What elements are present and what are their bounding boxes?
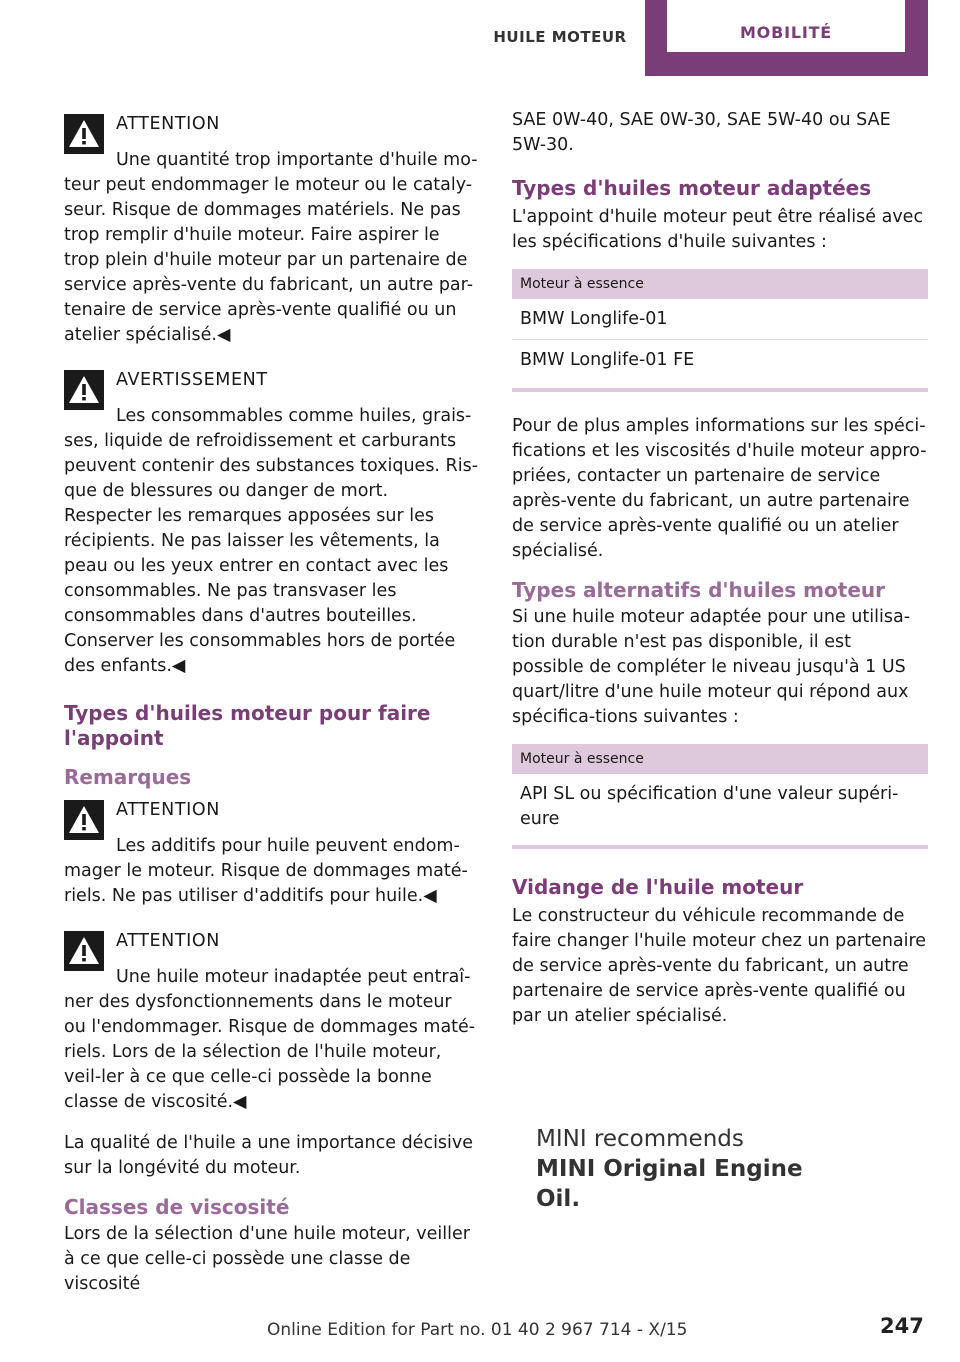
warning-title: ATTENTION bbox=[116, 931, 220, 951]
section-tab bbox=[475, 0, 645, 70]
warning-title: AVERTISSEMENT bbox=[116, 370, 268, 390]
page-number: 247 bbox=[880, 1314, 924, 1338]
warning-text: Une quantité trop importante d'huile mo- bbox=[116, 150, 478, 170]
heading-topup: Types d'huiles moteur pour faire l'appoint bbox=[64, 701, 431, 750]
warning-triangle-icon bbox=[64, 114, 104, 154]
warning-title: ATTENTION bbox=[116, 114, 220, 134]
body-paragraph: Le constructeur du véhicule recommande de faire changer l'huile moteur chez un partenaire de service après-vente du fabricant, un autre partenaire de service après-vente qualifié ou par un atelier spécialisé. bbox=[512, 906, 927, 1026]
heading-oil-change: Vidange de l'huile moteur bbox=[512, 875, 804, 899]
body-paragraph: Si une huile moteur adaptée pour une utilisa-tion durable n'est pas disponible, il est possible de compléter le niveau jusqu'à 1 US quart/litre d'une huile moteur qui répond aux spécifica-tions suivantes : bbox=[512, 607, 911, 727]
left-column bbox=[64, 108, 478, 1311]
mini-oil-text: MINI Original Engine Oil. bbox=[536, 1156, 803, 1212]
body-paragraph: La qualité de l'huile a une importance décisive sur la longévité du moteur. bbox=[64, 1133, 474, 1178]
body-paragraph: Pour de plus amples informations sur les spéci-fications et les viscosités d'huile moteur appro-priées, contacter un partenaire de service après-vente du fabricant, un autre partenaire de service après-vente qualifié ou un atelier spécialisé. bbox=[512, 416, 927, 561]
warning-text: Les consommables comme huiles, grais- bbox=[116, 406, 472, 426]
warning-text: mager le moteur. Risque de dommages maté-riels. Ne pas utiliser d'additifs pour huile.◀ bbox=[64, 861, 468, 906]
warning-title: ATTENTION bbox=[116, 800, 220, 820]
warning-text: teur peut endommager le moteur ou le cataly-seur. Risque de dommages matériels. Ne pas trop remplir d'huile moteur. Faire aspirer le trop plein d'huile moteur par un partenaire de service après-vente du fabricant, un autre par-tenaire de service après-vente qualifié ou un atelier spécialisé.◀ bbox=[64, 175, 474, 345]
heading-notes: Remarques bbox=[64, 765, 192, 789]
heading-alternative: Types alternatifs d'huiles moteur bbox=[512, 578, 885, 602]
warning-block bbox=[64, 108, 478, 348]
table-cell: API SL ou spécification d'une valeur supéri-eure bbox=[520, 784, 899, 829]
spec-table bbox=[512, 744, 928, 839]
warning-triangle-icon bbox=[64, 931, 104, 971]
mini-recommends-text: MINI recommends bbox=[536, 1126, 744, 1152]
table-divider bbox=[512, 845, 928, 849]
body-paragraph: Lors de la sélection d'une huile moteur, veiller à ce que celle-ci possède une classe de viscosité bbox=[64, 1224, 470, 1294]
section-title: HUILE MOTEUR bbox=[493, 28, 627, 46]
warning-text: ses, liquide de refroidissement et carburants peuvent contenir des substances toxiques. Ris-que de blessures ou danger de mort. Respecter les remarques apposées sur les récipients. Ne pas laisser les vêtements, la peau ou les yeux entrer en contact avec les consommables. Ne pas transvaser les consommables dans d'autres bouteilles. Conserver les consommables hors de portée des enfants.◀ bbox=[64, 431, 479, 676]
chapter-tab bbox=[645, 0, 928, 76]
chapter-title: MOBILITÉ bbox=[739, 23, 833, 42]
page-footer bbox=[0, 1314, 960, 1350]
mini-recommendation bbox=[536, 1124, 836, 1214]
table-row bbox=[512, 340, 928, 381]
warning-text: Une huile moteur inadaptée peut entraî- bbox=[116, 967, 471, 987]
warning-text: Les additifs pour huile peuvent endom- bbox=[116, 836, 460, 856]
warning-text: ner des dysfonctionnements dans le moteur ou l'endommager. Risque de dommages maté-riels. Lors de la sélection de l'huile moteur, veil-ler à ce que celle-ci possède la bonne classe de viscosité.◀ bbox=[64, 992, 476, 1112]
table-header: Moteur à essence bbox=[512, 269, 928, 299]
warning-triangle-icon bbox=[64, 800, 104, 840]
table-cell: BMW Longlife-01 bbox=[512, 299, 928, 340]
body-paragraph: L'appoint d'huile moteur peut être réalisé avec les spécifications d'huile suivantes : bbox=[512, 207, 924, 252]
edition-text: Online Edition for Part no. 01 40 2 967 714 - X/15 bbox=[267, 1320, 688, 1340]
spec-table bbox=[512, 269, 928, 380]
heading-suitable: Types d'huiles moteur adaptées bbox=[512, 176, 872, 200]
warning-block bbox=[64, 925, 478, 1115]
heading-viscosity: Classes de viscosité bbox=[64, 1195, 290, 1219]
warning-block bbox=[64, 794, 478, 909]
warning-triangle-icon bbox=[64, 370, 104, 410]
table-cell: BMW Longlife-01 FE bbox=[520, 350, 695, 370]
right-column bbox=[512, 108, 928, 1029]
table-header: Moteur à essence bbox=[512, 744, 928, 774]
table-row bbox=[512, 299, 928, 340]
table-divider bbox=[512, 388, 928, 392]
table-row bbox=[512, 774, 928, 839]
warning-block bbox=[64, 364, 478, 679]
body-paragraph: SAE 0W-40, SAE 0W-30, SAE 5W-40 ou SAE 5W-30. bbox=[512, 110, 891, 155]
